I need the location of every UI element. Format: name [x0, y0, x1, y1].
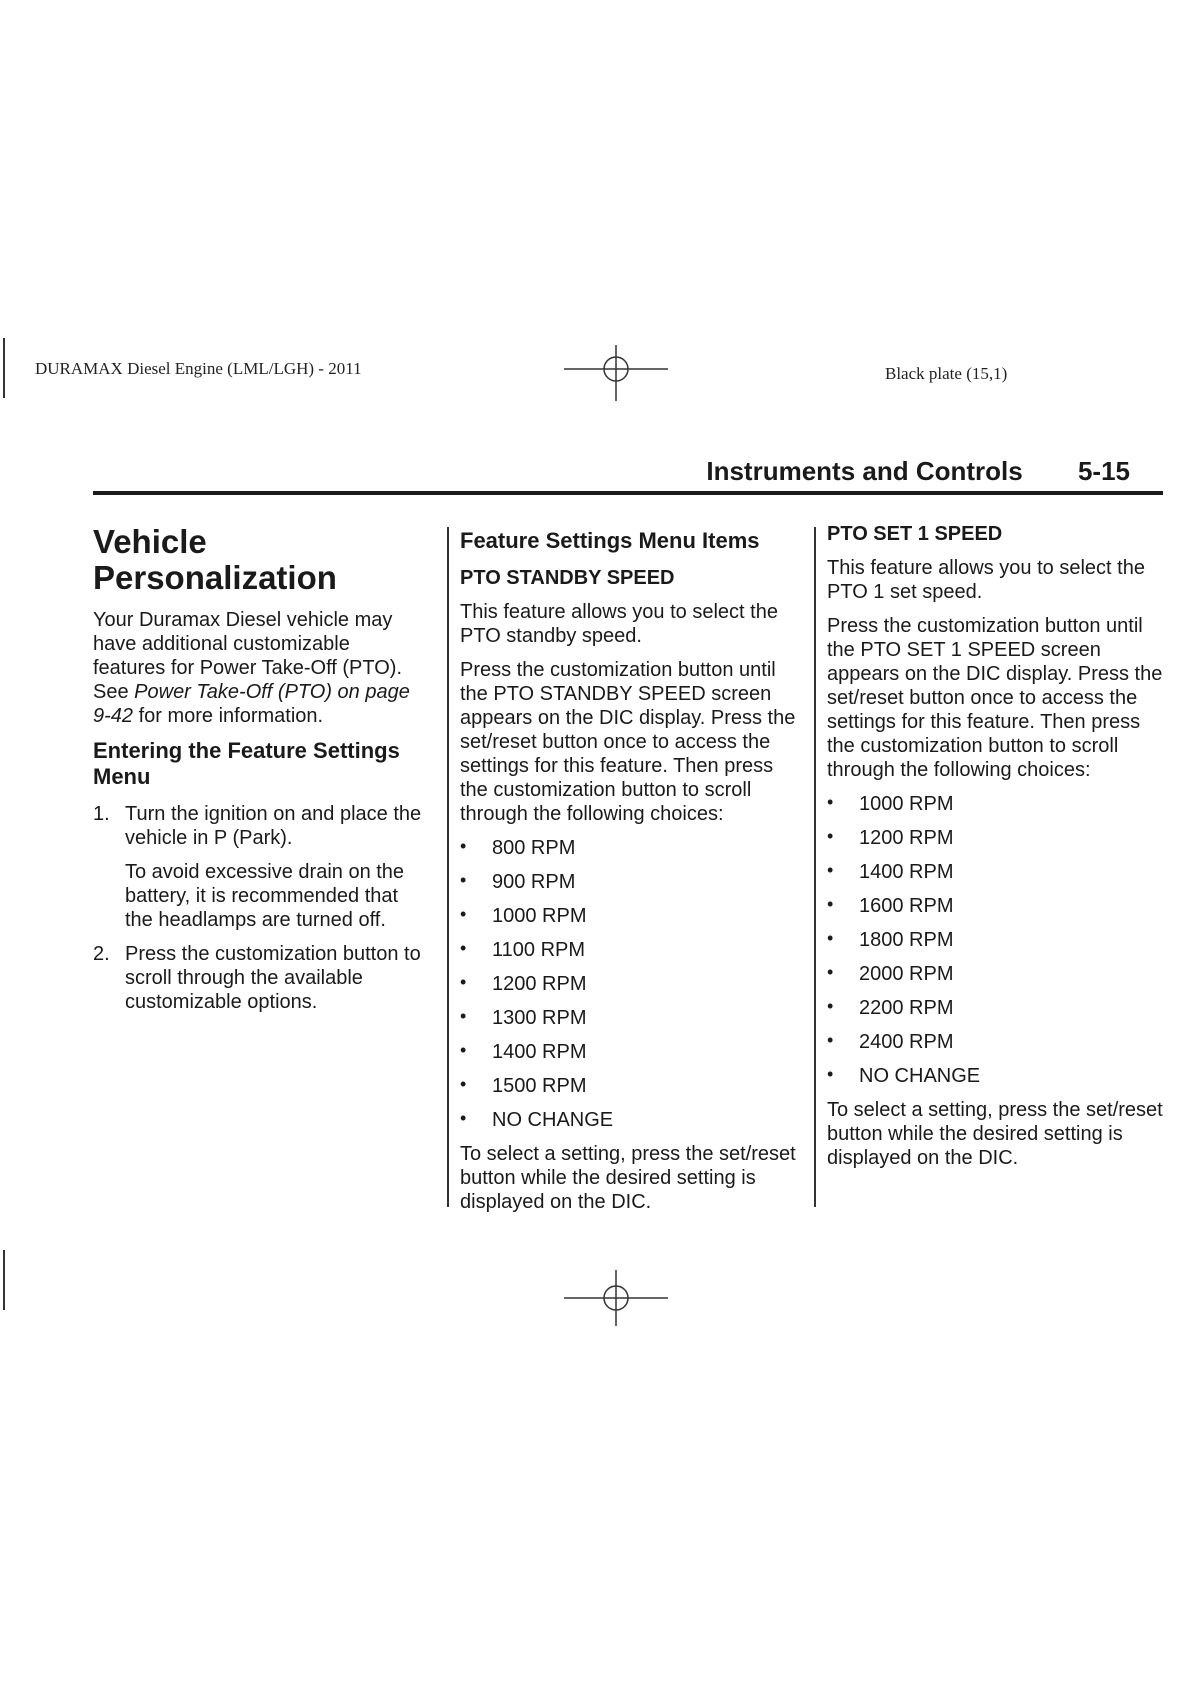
steps-list [93, 802, 423, 1014]
paragraph: To select a setting, press the set/reset button while the desired setting is displayed on the DIC. [460, 1143, 796, 1213]
pto-set-1-speed-heading: PTO SET 1 SPEED [827, 523, 1003, 545]
bullet-icon: • [827, 962, 834, 982]
intro-paragraph: Your Duramax Diesel vehicle may have additional customizable features for Power Take-Off (PTO). See Power Take-Off (PTO) on page 9-42 for more information. [93, 609, 410, 727]
list-item: • 1800 RPM [827, 928, 954, 951]
paragraph: To select a setting, press the set/reset button while the desired setting is displayed on the DIC. [827, 1099, 1163, 1169]
list-item: • 1500 RPM [460, 1074, 587, 1097]
list-item: • 900 RPM [460, 870, 576, 893]
bullet-icon: • [827, 996, 834, 1016]
bullet-icon: • [460, 1108, 467, 1128]
plate-left-text: DURAMAX Diesel Engine (LML/LGH) - 2011 [35, 359, 362, 378]
column-divider-2 [814, 527, 816, 1207]
bullet-icon: • [827, 860, 834, 880]
step-number: 2. [93, 943, 110, 965]
step-number: 1. [93, 803, 110, 825]
column-3 [827, 522, 1167, 1180]
column-1 [93, 522, 423, 1024]
list-item: • 2000 RPM [827, 962, 954, 985]
set-speed-options [827, 792, 1167, 1088]
standby-speed-options [460, 836, 800, 1132]
column-divider-1 [447, 527, 449, 1207]
list-item: • 1000 RPM [460, 904, 587, 927]
list-item: • 2200 RPM [827, 996, 954, 1019]
paragraph: This feature allows you to select the PTO 1 set speed. [827, 557, 1145, 603]
list-item: • 800 RPM [460, 836, 576, 859]
step-text: Press the customization button to scroll through the available customizable options. [125, 943, 421, 1013]
list-item: • 1200 RPM [827, 826, 954, 849]
list-item: • 1300 RPM [460, 1006, 587, 1029]
step-item [93, 802, 423, 932]
column-2 [460, 522, 800, 1224]
step-item [93, 942, 423, 1014]
bullet-icon: • [460, 972, 467, 992]
list-item: • 1100 RPM [460, 938, 586, 961]
bullet-icon: • [460, 1006, 467, 1026]
list-item: • 1400 RPM [827, 860, 954, 883]
section-title: Instruments and Controls [706, 456, 1023, 486]
bullet-icon: • [827, 1064, 834, 1084]
list-item: • NO CHANGE [827, 1064, 981, 1087]
list-item: • 1000 RPM [827, 792, 954, 815]
list-item: • 1200 RPM [460, 972, 587, 995]
paragraph: This feature allows you to select the PTO standby speed. [460, 601, 778, 647]
list-item: • 1400 RPM [460, 1040, 587, 1063]
registration-mark-icon [564, 345, 668, 401]
subheading-entering-menu: Entering the Feature Settings Menu [93, 738, 400, 789]
bullet-icon: • [827, 928, 834, 948]
crop-mark-bottom-left [3, 1250, 5, 1310]
plate-right-text: Black plate (15,1) [885, 364, 1008, 383]
running-head [706, 456, 1130, 487]
list-item: • 2400 RPM [827, 1030, 954, 1053]
header-rule [93, 491, 1163, 495]
bullet-icon: • [827, 826, 834, 846]
bullet-icon: • [460, 904, 467, 924]
bullet-icon: • [460, 870, 467, 890]
feature-settings-heading: Feature Settings Menu Items [460, 528, 760, 553]
crop-mark-top-left [3, 338, 5, 398]
bullet-icon: • [827, 894, 834, 914]
bullet-icon: • [460, 938, 467, 958]
list-item: • 1600 RPM [827, 894, 954, 917]
cross-reference-link[interactable]: Power Take-Off (PTO) on page 9-42 [93, 681, 410, 727]
bullet-icon: • [460, 1040, 467, 1060]
page-title: Vehicle Personalization [93, 523, 337, 596]
step-text: Turn the ignition on and place the vehicle in P (Park). [125, 803, 422, 849]
bullet-icon: • [460, 836, 467, 856]
bullet-icon: • [827, 1030, 834, 1050]
page-number: 5-15 [1077, 456, 1130, 486]
bullet-icon: • [827, 792, 834, 812]
paragraph: Press the customization button until the PTO SET 1 SPEED screen appears on the DIC display. Press the set/reset button once to access the settings for this feature. Then press the customization button to scroll through the following choices: [827, 615, 1163, 781]
bullet-icon: • [460, 1074, 467, 1094]
pto-standby-speed-heading: PTO STANDBY SPEED [460, 567, 675, 589]
registration-mark-icon [564, 1270, 668, 1326]
paragraph: Press the customization button until the PTO STANDBY SPEED screen appears on the DIC display. Press the set/reset button once to access the settings for this feature. Then press the customization button to scroll through the following choices: [460, 659, 796, 825]
step-note: To avoid excessive drain on the battery, it is recommended that the headlamps are turned off. [125, 861, 405, 931]
list-item: • NO CHANGE [460, 1108, 614, 1131]
